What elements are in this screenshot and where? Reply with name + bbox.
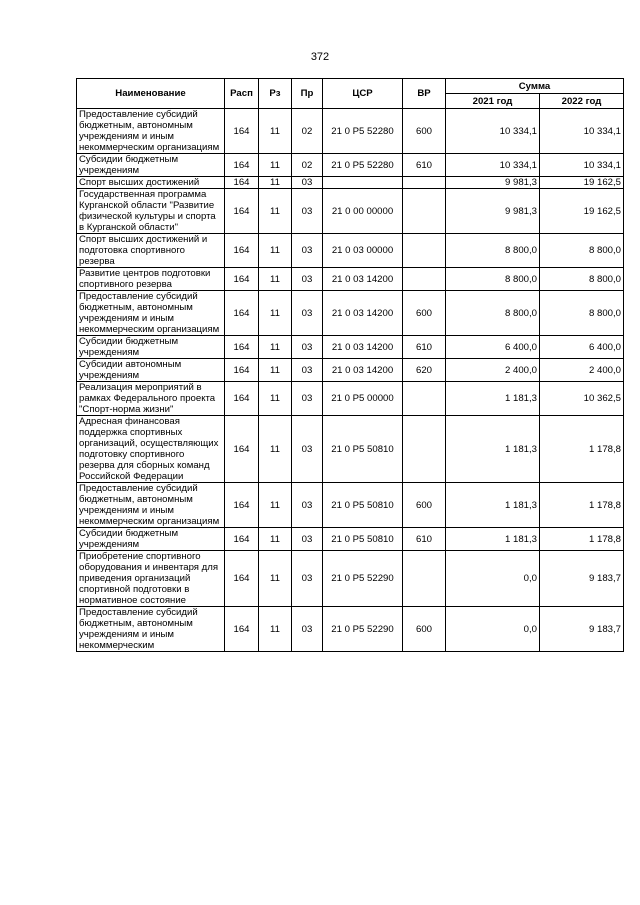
cell-pr: 03 xyxy=(292,359,323,382)
table-row xyxy=(77,234,624,268)
cell-rasp: 164 xyxy=(225,359,259,382)
cell-rz: 11 xyxy=(259,528,292,551)
cell-2021: 8 800,0 xyxy=(446,268,540,291)
table-row xyxy=(77,177,624,189)
cell-rasp: 164 xyxy=(225,528,259,551)
table-body xyxy=(77,109,624,652)
cell-pr: 02 xyxy=(292,154,323,177)
cell-2022: 19 162,5 xyxy=(540,189,624,234)
cell-rasp: 164 xyxy=(225,607,259,652)
header-rasp: Расп xyxy=(225,79,259,109)
cell-2021: 8 800,0 xyxy=(446,234,540,268)
cell-2021: 1 181,3 xyxy=(446,483,540,528)
cell-pr: 03 xyxy=(292,189,323,234)
header-vr: ВР xyxy=(403,79,446,109)
cell-rasp: 164 xyxy=(225,177,259,189)
cell-name: Предоставление субсидий бюджетным, автономным учреждениям и иным некоммерческим организациям xyxy=(77,483,225,528)
cell-pr: 03 xyxy=(292,268,323,291)
cell-vr: 600 xyxy=(403,483,446,528)
cell-pr: 03 xyxy=(292,234,323,268)
cell-csr: 21 0 P5 52280 xyxy=(323,154,403,177)
cell-2021: 8 800,0 xyxy=(446,291,540,336)
cell-pr: 03 xyxy=(292,607,323,652)
cell-2021: 1 181,3 xyxy=(446,528,540,551)
cell-csr: 21 0 03 14200 xyxy=(323,336,403,359)
cell-csr: 21 0 03 00000 xyxy=(323,234,403,268)
cell-2022: 10 362,5 xyxy=(540,382,624,416)
cell-rz: 11 xyxy=(259,416,292,483)
cell-2021: 6 400,0 xyxy=(446,336,540,359)
cell-name: Спорт высших достижений xyxy=(77,177,225,189)
table-row xyxy=(77,154,624,177)
cell-name: Развитие центров подготовки спортивного резерва xyxy=(77,268,225,291)
cell-2022: 8 800,0 xyxy=(540,234,624,268)
cell-rasp: 164 xyxy=(225,336,259,359)
cell-rz: 11 xyxy=(259,291,292,336)
cell-pr: 03 xyxy=(292,551,323,607)
cell-2021: 10 334,1 xyxy=(446,109,540,154)
cell-csr: 21 0 00 00000 xyxy=(323,189,403,234)
cell-name: Субсидии бюджетным учреждениям xyxy=(77,336,225,359)
cell-csr: 21 0 P5 52290 xyxy=(323,607,403,652)
cell-name: Приобретение спортивного оборудования и инвентаря для приведения организаций спортивной подготовки в нормативное состояние xyxy=(77,551,225,607)
table-row xyxy=(77,528,624,551)
header-sum: Сумма xyxy=(446,79,624,94)
cell-2022: 1 178,8 xyxy=(540,483,624,528)
cell-2021: 2 400,0 xyxy=(446,359,540,382)
cell-rz: 11 xyxy=(259,336,292,359)
header-csr: ЦСР xyxy=(323,79,403,109)
cell-vr: 610 xyxy=(403,528,446,551)
cell-csr: 21 0 P5 50810 xyxy=(323,416,403,483)
cell-rasp: 164 xyxy=(225,234,259,268)
cell-pr: 03 xyxy=(292,483,323,528)
cell-rz: 11 xyxy=(259,551,292,607)
cell-rasp: 164 xyxy=(225,189,259,234)
cell-csr: 21 0 P5 52280 xyxy=(323,109,403,154)
cell-csr: 21 0 P5 50810 xyxy=(323,483,403,528)
cell-csr: 21 0 03 14200 xyxy=(323,359,403,382)
cell-pr: 03 xyxy=(292,528,323,551)
cell-rasp: 164 xyxy=(225,109,259,154)
cell-csr: 21 0 03 14200 xyxy=(323,268,403,291)
cell-pr: 03 xyxy=(292,291,323,336)
cell-2021: 1 181,3 xyxy=(446,416,540,483)
cell-rz: 11 xyxy=(259,154,292,177)
table-row xyxy=(77,336,624,359)
cell-rz: 11 xyxy=(259,359,292,382)
table-row xyxy=(77,268,624,291)
cell-name: Предоставление субсидий бюджетным, автономным учреждениям и иным некоммерческим организациям xyxy=(77,291,225,336)
cell-vr xyxy=(403,234,446,268)
cell-name: Предоставление субсидий бюджетным, автономным учреждениям и иным некоммерческим организациям xyxy=(77,109,225,154)
cell-vr xyxy=(403,189,446,234)
cell-csr: 21 0 P5 52290 xyxy=(323,551,403,607)
table-row xyxy=(77,382,624,416)
cell-2022: 10 334,1 xyxy=(540,154,624,177)
cell-vr xyxy=(403,551,446,607)
cell-2022: 1 178,8 xyxy=(540,528,624,551)
table-row xyxy=(77,483,624,528)
table-row xyxy=(77,189,624,234)
cell-vr: 610 xyxy=(403,154,446,177)
cell-name: Субсидии бюджетным учреждениям xyxy=(77,154,225,177)
cell-vr xyxy=(403,416,446,483)
cell-csr: 21 0 P5 50810 xyxy=(323,528,403,551)
header-pr: Пр xyxy=(292,79,323,109)
cell-name: Государственная программа Курганской области "Развитие физической культуры и спорта в Курганской области" xyxy=(77,189,225,234)
cell-rz: 11 xyxy=(259,607,292,652)
budget-table xyxy=(76,78,624,652)
cell-2022: 8 800,0 xyxy=(540,291,624,336)
cell-2021: 9 981,3 xyxy=(446,177,540,189)
cell-vr: 600 xyxy=(403,109,446,154)
cell-2022: 8 800,0 xyxy=(540,268,624,291)
cell-vr xyxy=(403,382,446,416)
cell-rasp: 164 xyxy=(225,416,259,483)
cell-rasp: 164 xyxy=(225,382,259,416)
cell-pr: 03 xyxy=(292,336,323,359)
cell-rasp: 164 xyxy=(225,483,259,528)
cell-2021: 0,0 xyxy=(446,551,540,607)
cell-name: Субсидии бюджетным учреждениям xyxy=(77,528,225,551)
cell-rz: 11 xyxy=(259,268,292,291)
cell-rasp: 164 xyxy=(225,154,259,177)
cell-csr: 21 0 03 14200 xyxy=(323,291,403,336)
cell-pr: 03 xyxy=(292,416,323,483)
cell-2021: 10 334,1 xyxy=(446,154,540,177)
table-row xyxy=(77,551,624,607)
table-row xyxy=(77,109,624,154)
cell-vr: 620 xyxy=(403,359,446,382)
table-row xyxy=(77,291,624,336)
cell-2021: 1 181,3 xyxy=(446,382,540,416)
cell-rasp: 164 xyxy=(225,268,259,291)
cell-rz: 11 xyxy=(259,483,292,528)
cell-rz: 11 xyxy=(259,177,292,189)
header-rz: Рз xyxy=(259,79,292,109)
cell-rasp: 164 xyxy=(225,291,259,336)
cell-name: Спорт высших достижений и подготовка спортивного резерва xyxy=(77,234,225,268)
header-name: Наименование xyxy=(77,79,225,109)
cell-2022: 6 400,0 xyxy=(540,336,624,359)
cell-pr: 03 xyxy=(292,177,323,189)
cell-vr xyxy=(403,268,446,291)
header-2021: 2021 год xyxy=(446,94,540,109)
cell-vr: 600 xyxy=(403,291,446,336)
table-row xyxy=(77,607,624,652)
cell-2022: 10 334,1 xyxy=(540,109,624,154)
cell-rz: 11 xyxy=(259,109,292,154)
table-header xyxy=(77,79,624,109)
cell-pr: 03 xyxy=(292,382,323,416)
cell-vr: 610 xyxy=(403,336,446,359)
cell-2022: 9 183,7 xyxy=(540,551,624,607)
cell-name: Предоставление субсидий бюджетным, автономным учреждениям и иным некоммерческим xyxy=(77,607,225,652)
cell-2022: 2 400,0 xyxy=(540,359,624,382)
cell-rz: 11 xyxy=(259,189,292,234)
header-2022: 2022 год xyxy=(540,94,624,109)
page-number: 372 xyxy=(310,51,330,63)
cell-2021: 9 981,3 xyxy=(446,189,540,234)
cell-name: Адресная финансовая поддержка спортивных организаций, осуществляющих подготовку спортивного резерва для сборных команд Российской Федерации xyxy=(77,416,225,483)
cell-rz: 11 xyxy=(259,234,292,268)
cell-rasp: 164 xyxy=(225,551,259,607)
cell-vr xyxy=(403,177,446,189)
cell-pr: 02 xyxy=(292,109,323,154)
cell-2021: 0,0 xyxy=(446,607,540,652)
table-row xyxy=(77,416,624,483)
table-row xyxy=(77,359,624,382)
cell-name: Реализация мероприятий в рамках Федерального проекта "Спорт-норма жизни" xyxy=(77,382,225,416)
cell-2022: 1 178,8 xyxy=(540,416,624,483)
cell-csr: 21 0 P5 00000 xyxy=(323,382,403,416)
cell-csr xyxy=(323,177,403,189)
cell-2022: 19 162,5 xyxy=(540,177,624,189)
cell-vr: 600 xyxy=(403,607,446,652)
cell-name: Субсидии автономным учреждениям xyxy=(77,359,225,382)
cell-2022: 9 183,7 xyxy=(540,607,624,652)
cell-rz: 11 xyxy=(259,382,292,416)
